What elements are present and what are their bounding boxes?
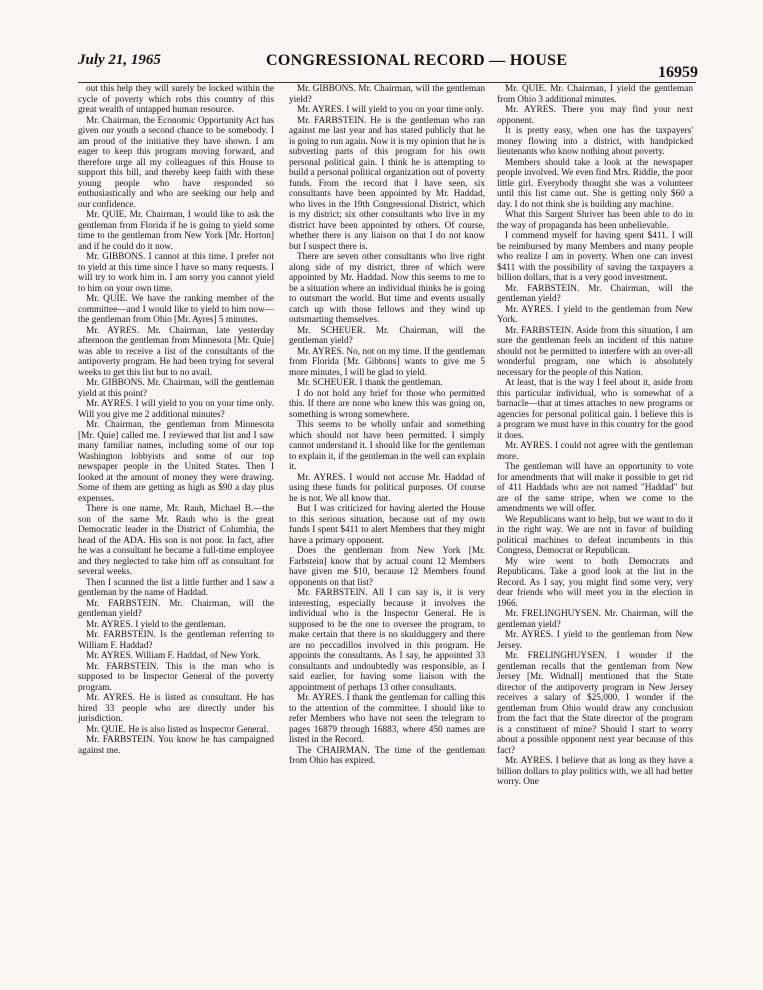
paragraph: Mr. AYRES. I thank the gentleman for calling this to the attention of the committee. I should like to refer Members who have not seen the telegram to pages 16879 through 16883, where 450 names are listed in the Record. <box>289 693 485 745</box>
paragraph: Then I scanned the list a little further and I saw a gentleman by the name of Haddad. <box>78 577 274 598</box>
paragraph: We Republicans want to help, but we want to do it in the right way. We are not in favor of building political machines to defeat incumbents in this Congress, Democrat or Republican. <box>497 514 693 556</box>
paragraph: out this help they will surely be locked within the cycle of poverty which robs this country of this great wealth of untapped human resource. <box>78 84 274 115</box>
paragraph: The gentleman will have an opportunity to vote for amendments that will make it possible to get rid of 411 Haddads who are not named "Haddad" but are of the same stripe, when we come to the amendments we will offer. <box>497 462 693 514</box>
paragraph: Mr. Chairman, the gentleman from Minnesota [Mr. Quie] called me. I reviewed that list and I saw many familiar names, including some of our top Washington lobbyists and some of our top newspaper people in the United States. Then I looked at the amount of money they were drawing. Some of them are getting as high as $90 a day plus expenses. <box>78 420 274 504</box>
paragraph: Mr. AYRES. I would not accuse Mr. Haddad of using these funds for political purposes. Of course he is not. We all know that. <box>289 472 485 504</box>
paragraph: Does the gentleman from New York [Mr. Farbstein] know that by actual count 12 Members have given me $10, because 12 Members found opponents on that list? <box>289 546 485 588</box>
paragraph: Mr. FRELINGHUYSEN. Mr. Chairman, will the gentleman yield? <box>497 609 693 630</box>
paragraph: Mr. AYRES. Mr. Chairman, late yesterday afternoon the gentleman from Minnesota [Mr. Quie] was able to receive a list of the consultants of the antipoverty program. He had been trying for several weeks to get this list but to no avail. <box>78 325 274 378</box>
paragraph: Mr. AYRES. There you may find your next opponent. <box>497 105 693 126</box>
paragraph: Mr. AYRES. I will yield to you on your time only. Will you give me 2 additional minutes? <box>78 399 274 420</box>
paragraph: It is pretty easy, when one has the taxpayers' money flowing into a district, with handpicked lieutenants who know nothing about poverty. <box>497 126 693 157</box>
paragraph: Mr. FARBSTEIN. Is the gentleman referring to William F. Haddad? <box>78 630 274 651</box>
paragraph: What this Sargent Shriver has been able to do in the way of propaganda has been unbelievable. <box>497 210 693 231</box>
paragraph: At least, that is the way I feel about it, aside from this particular individual, who is somewhat of a barnacle—that at times attaches to new programs or agencies for personal political gain. I believe this is a program we must have in this country for the good it does. <box>497 378 693 441</box>
paragraph: Mr. SCHEUER. Mr. Chairman, will the gentleman yield? <box>289 325 485 346</box>
paragraph: Mr. QUIE. We have the ranking member of the committee—and I would like to yield to him now—the gentleman from Ohio [Mr. Ayres] 5 minutes. <box>78 294 274 325</box>
paragraph: Mr. AYRES. No, not on my time. If the gentleman from Florida [Mr. Gibbons] wants to give me 5 more minutes, I will be glad to yield. <box>289 346 485 378</box>
column-1 <box>78 84 274 756</box>
paragraph: Mr. FARBSTEIN. This is the man who is supposed to be Inspector General of the poverty program. <box>78 661 274 693</box>
paragraph: Mr. QUIE. Mr. Chairman, I would like to ask the gentleman from Florida if he is going to yield some time to the gentleman from New York [Mr. Horton] and if he could do it now. <box>78 210 274 252</box>
column-2 <box>289 84 485 767</box>
paragraph: Mr. AYRES. I yield to the gentleman. <box>86 619 226 630</box>
paragraph: Mr. FARBSTEIN. You know he has campaigned against me. <box>78 735 274 756</box>
paragraph: But I was criticized for having alerted the House to this serious situation, because out of my own funds I spent $411 to alert Members that they might have a primary opponent. <box>289 504 485 546</box>
paragraph: Mr. AYRES. I will yield to you on your time only. <box>297 105 484 115</box>
paragraph: There is one name, Mr. Rauh, Michael B.—the son of the same Mr. Rauh who is the great Democratic leader in the District of Columbia, the head of the ADA. His son is not poor. In fact, after he was a consultant he became a full-time employee and they neglected to take him off as consultant for several weeks. <box>78 504 274 577</box>
paragraph: Mr. AYRES. I believe that as long as they have a billion dollars to play politics with, we all had better worry. One <box>497 756 693 787</box>
paragraph: I do not hold any brief for those who permitted this. If there are none who knew this was going on, something is wrong somewhere. <box>289 388 485 420</box>
paragraph: Mr. FARBSTEIN. Aside from this situation, I am sure the gentleman feels an incident of this nature should not be permitted to interfere with an over-all wonderful program, one which is absolutely necessary for the people of this Nation. <box>497 325 693 378</box>
paragraph: The CHAIRMAN. The time of the gentleman from Ohio has expired. <box>289 745 485 766</box>
paragraph: Mr. AYRES. I yield to the gentleman from New Jersey. <box>497 630 693 651</box>
paragraph: Mr. AYRES. He is listed as consultant. He has hired 33 people who are directly under his jurisdiction. <box>78 693 274 724</box>
column-3 <box>497 84 693 788</box>
paragraph: My wire went to both Democrats and Republicans. Take a good look at the list in the Record. As I say, you might find some very, very dear friends who will meet you in the election in 1966. <box>497 556 693 609</box>
paragraph: Mr. GIBBONS. Mr. Chairman, will the gentleman yield at this point? <box>78 378 274 399</box>
paragraph: Mr. GIBBONS. I cannot at this time. I prefer not to yield at this time since I have so many requests. I will try to work him in. I am sorry you cannot yield to him on your own time. <box>78 252 274 294</box>
paragraph: Mr. FRELINGHUYSEN. I wonder if the gentleman recalls that the gentleman from New Jersey [Mr. Widnall] mentioned that the State director of the antipoverty program in New Jersey receives a salary of $25,000. I wonder if the gentleman from Ohio would draw any conclusion from the fact that the State director of the program is a constituent of mine? Should I start to worry about a possible opponent next year because of this fact? <box>497 651 693 756</box>
header-rule <box>78 82 696 83</box>
paragraph: Mr. GIBBONS. Mr. Chairman, will the gentleman yield? <box>289 84 485 105</box>
header-page-number: 16959 <box>658 64 698 81</box>
paragraph: There are seven other consultants who live right along side of my district, three of which were appointed by Mr. Haddad. Now this seems to me to be a situation where an individual thinks he is going to outsmart the world. But time and events usually catch up with those fellows and they wind up outsmarting themselves. <box>289 252 485 325</box>
paragraph: Mr. FARBSTEIN. Mr. Chairman, will the gentleman yield? <box>78 598 274 619</box>
page-header <box>78 52 698 82</box>
paragraph: I commend myself for having spent $411. I will be reimbursed by many Members and many people who realize I am in poverty. When one can invest $411 with the possibility of saving the taxpayers a billion dollars, that is a very good investment. <box>497 231 693 283</box>
header-date: July 21, 1965 <box>78 52 161 68</box>
paragraph: Mr. AYRES. I yield to the gentleman from New York. <box>497 304 693 325</box>
paragraph: This seems to be wholly unfair and something which should not have been permitted. I simply cannot understand it. I should like for the gentleman to explain it, if the gentleman in the well can explain it. <box>289 420 485 472</box>
paragraph: Members should take a look at the newspaper people involved. We even find Mrs. Riddle, the poor little girl. Everybody thought she was a volunteer until this list came out. She is getting only $60 a day. I do not think she is building any machine. <box>497 157 693 210</box>
paragraph: Mr. AYRES. I could not agree with the gentleman more. <box>497 441 693 462</box>
header-title: CONGRESSIONAL RECORD — HOUSE <box>266 52 568 69</box>
paragraph: Mr. Chairman, the Economic Opportunity Act has given our youth a second chance to be somebody. I am proud of the initiative they have shown. I am eager to keep this program moving forward, and therefore urge all my colleagues of this House to support this bill, and thereby keep faith with these young people who have responded so enthusiastically and who are seeking our help and our confidence. <box>78 115 274 210</box>
paragraph: Mr. QUIE. He is also listed as Inspector General. <box>86 724 269 735</box>
paragraph: Mr. AYRES. William F. Haddad, of New York. <box>86 651 261 661</box>
paragraph: Mr. FARBSTEIN. He is the gentleman who ran against me last year and has stated publicly that he is going to run again. Now it is my opinion that he is subverting parts of this program for his own personal political gain. I think he is attempting to build a personal political organization out of poverty funds. From the record that I have seen, six consultants have been appointed by Mr. Haddad, who lives in the 19th Congressional District, which is my district; six other consultants who live in my district have been appointed by others. Of course, whether there is any liaison on that I do not know but I suspect there is. <box>289 115 485 252</box>
paragraph: Mr. FARBSTEIN. Mr. Chairman, will the gentleman yield? <box>497 283 693 304</box>
paragraph: Mr. QUIE. Mr. Chairman, I yield the gentleman from Ohio 3 additional minutes. <box>497 84 693 105</box>
paragraph: Mr. SCHEUER. I thank the gentleman. <box>297 378 443 388</box>
paragraph: Mr. FARBSTEIN. All I can say is, it is very interesting, especially because it involves the individual who is the Inspector General. He is supposed to be the one to oversee the program, to make certain that there is no skulduggery and there are no peccadillos involved in this program. He appoints the consultants. As I say, he appointed 33 consultants and undoubtedly was responsible, as I said earlier, for having some liaison with the appointment of perhaps 13 other consultants. <box>289 588 485 693</box>
